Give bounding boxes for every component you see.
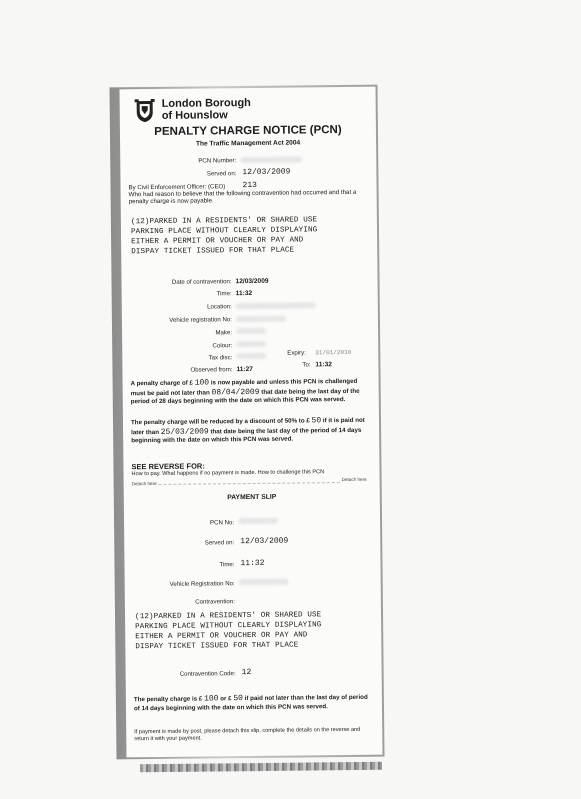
discount-text-2: if it is paid not later than xyxy=(131,416,365,436)
slip-charge-or: or £ xyxy=(220,695,232,703)
colour-label: Colour: xyxy=(212,342,233,350)
officer-label: By Civil Enforcement Officer: (CEO) xyxy=(128,183,226,192)
vehicle-registration-label: Vehicle registration No: xyxy=(169,316,232,324)
reverse-items: How to pay. What happens if no payment is made. How to challenge this PCN xyxy=(131,469,325,478)
slip-contravention-line: DISPAY TICKET ISSUED FOR THAT PLACE xyxy=(135,641,299,652)
contravention-description xyxy=(131,215,367,258)
slip-charge-text-1: The penalty charge is £ xyxy=(133,695,203,704)
act-subtitle: The Traffic Management Act 2004 xyxy=(195,139,301,148)
pay-by-date: 08/04/2009 xyxy=(211,387,260,398)
slip-contravention-line: PARKING PLACE WITHOUT CLEARLY DISPLAYING xyxy=(135,621,322,632)
discount-paragraph xyxy=(131,416,371,445)
served-on-label: Served on: xyxy=(206,170,237,178)
slip-charge-full: 100 xyxy=(204,694,219,704)
to-value: 11:32 xyxy=(315,361,332,369)
detach-line xyxy=(154,482,340,485)
slip-pcn-label: PCN No: xyxy=(209,519,235,527)
pcn-number-label: PCN Number: xyxy=(198,157,237,165)
slip-vrn-redacted xyxy=(239,579,289,586)
tax-disc-label: Tax disc: xyxy=(208,354,233,362)
contravention-code-label: Contravention Code: xyxy=(179,670,236,678)
pcn-number-redacted xyxy=(240,156,302,163)
borough-crest-icon xyxy=(134,99,156,123)
date-of-contravention-label: Date of contravention: xyxy=(171,278,232,286)
slip-charge-paragraph xyxy=(134,693,374,713)
time-label: Time: xyxy=(216,290,232,298)
slip-charge-discounted: 50 xyxy=(233,694,243,704)
officer-value: 213 xyxy=(242,180,257,191)
observed-from-value: 11:27 xyxy=(236,365,254,374)
council-name-line2: of Hounslow xyxy=(161,108,228,122)
detach-here-left: Detach here xyxy=(131,480,157,487)
slip-contravention-label: Contravention: xyxy=(195,598,235,606)
make-redacted xyxy=(236,328,266,334)
torn-edge xyxy=(140,762,382,773)
discount-text-3: that date being the last day of the period of 14 days beginning with the date on which this PCN was served. xyxy=(131,426,362,445)
to-label: To: xyxy=(302,361,311,369)
charge-text-3: that date being the last day of the period of 28 days beginning with the date on which this PCN was served. xyxy=(130,387,360,406)
charge-amount: 100 xyxy=(194,378,210,388)
council-name xyxy=(162,98,251,122)
see-reverse-heading: SEE REVERSE FOR: xyxy=(131,461,205,472)
slip-charge-text-2: if paid not later than the last day of period of 14 days beginning with the date on which this PCN was served. xyxy=(133,693,368,712)
notice-title: PENALTY CHARGE NOTICE (PCN) xyxy=(154,124,342,138)
detach-here-right: Detach here xyxy=(341,476,367,483)
slip-contravention-line: (12)PARKED IN A RESIDENTS' OR SHARED USE xyxy=(134,611,322,622)
slip-served-label: Served on: xyxy=(204,539,235,547)
slip-vrn-label: Vehicle Registration No: xyxy=(169,580,235,588)
payment-slip-title: PAYMENT SLIP xyxy=(227,493,277,502)
slip-contravention-description xyxy=(135,610,371,653)
location-redacted xyxy=(236,302,316,309)
served-on-value: 12/03/2009 xyxy=(242,167,291,178)
tax-disc-redacted xyxy=(236,353,266,359)
colour-redacted xyxy=(236,341,266,347)
contravention-line: PARKING PLACE WITHOUT CLEARLY DISPLAYING xyxy=(130,226,318,237)
make-label: Make: xyxy=(215,329,233,337)
contravention-line: DISPAY TICKET ISSUED FOR THAT PLACE xyxy=(131,246,295,257)
observed-from-label: Observed from: xyxy=(190,366,233,374)
time-value: 11:32 xyxy=(235,289,253,298)
discount-text-1: The penalty charge will be reduced by a discount of 50% to £ xyxy=(130,417,310,427)
discount-amount: 50 xyxy=(311,416,322,426)
council-name-line1: London Borough xyxy=(161,96,251,110)
discount-by-date: 25/03/2009 xyxy=(160,427,209,437)
location-label: Location: xyxy=(207,303,232,311)
date-of-contravention-value: 12/03/2009 xyxy=(235,277,269,286)
contravention-code-value: 12 xyxy=(241,668,252,678)
expiry-value: 31/01/2010 xyxy=(315,348,352,357)
slip-time-label: Time: xyxy=(219,561,235,569)
expiry-label: Expiry: xyxy=(287,349,306,357)
vehicle-registration-redacted xyxy=(236,316,286,323)
charge-text-2: is now payable and unless this PCN is challenged must be paid not later than xyxy=(130,377,358,397)
penalty-paragraph xyxy=(131,377,371,406)
postal-payment-note: If payment is made by post, please detach this slip, complete the details on the reverse and return it with your payment. xyxy=(134,726,361,742)
penalty-charge-notice xyxy=(120,87,383,758)
slip-pcn-redacted xyxy=(238,518,278,524)
contravention-line: EITHER A PERMIT OR VOUCHER OR PAY AND xyxy=(131,236,304,247)
charge-text-1: A penalty charge of £ xyxy=(130,379,193,388)
slip-time-value: 11:32 xyxy=(240,558,265,569)
slip-served-value: 12/03/2009 xyxy=(240,536,289,547)
reason-text: Who had reason to believe that the following contravention had occurred and that a penalty charge is now payable. xyxy=(128,188,357,206)
contravention-line: (12)PARKED IN A RESIDENTS' OR SHARED USE xyxy=(130,216,318,227)
slip-contravention-line: EITHER A PERMIT OR VOUCHER OR PAY AND xyxy=(135,631,308,642)
